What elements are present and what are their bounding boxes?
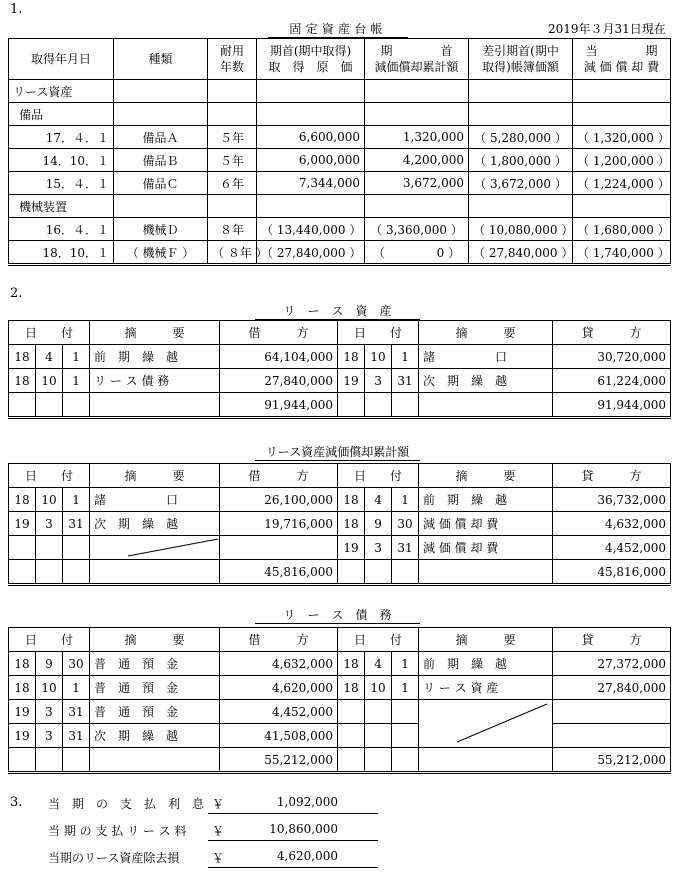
group-machinery: 機械装置 [9, 195, 114, 218]
header-kind: 種類 [114, 39, 208, 80]
col-date: 日 付 [9, 628, 90, 652]
total-debit: 91,944,000 [220, 393, 338, 418]
ledger-row: 18 9 30 普 通 預 金 4,632,000 18 4 1 前 期 繰 越 27,372,000 [9, 652, 671, 676]
col-desc: 摘 要 [90, 628, 220, 652]
asset-row: 18．10．１ （ 機械Ｆ ） （ ８年 ） （ 27,840,000 ） （ 0 ） （ 27,840,000 ） （ 1,740,000 ） [9, 241, 671, 265]
yen-sign: ￥ [212, 797, 225, 811]
ledger-title-lease-obligations: リ ー ス 債 務 [255, 606, 420, 624]
diagonal-line [90, 536, 220, 559]
col-desc: 摘 要 [90, 321, 220, 345]
header-current-dep: 当 期 減 価 償 却 費 [573, 39, 671, 80]
header-book-value: 差引期首(期中 取得)帳簿価額 [469, 39, 573, 80]
group-lease-assets: リース資産 [9, 80, 114, 103]
ledger-lease-assets [8, 320, 671, 419]
ledger-total-row [9, 560, 671, 585]
ledger-row: 19 3 31 次 期 繰 越 19,716,000 18 9 30 減 価 償 却 費 4,632,000 [9, 512, 671, 536]
ledger-total-row [9, 748, 671, 773]
asset-row: 15．４．１ 備品Ｃ ６年 7,344,000 3,672,000 （ 3,672,000 ） （ 1,224,000 ） [9, 172, 671, 195]
col-date: 日 付 [9, 464, 90, 488]
summary-line-lease-fee [208, 822, 378, 841]
total-credit: 45,816,000 [553, 560, 671, 585]
col-desc: 摘 要 [419, 628, 553, 652]
asset-row: 14．10．１ 備品Ｂ ５年 6,000,000 4,200,000 （ 1,800,000 ） （ 1,200,000 ） [9, 149, 671, 172]
col-debit: 借 方 [220, 628, 338, 652]
col-desc: 摘 要 [419, 464, 553, 488]
ledger-row: 18 10 1 リ ー ス 債 務 27,840,000 19 3 31 次 期 繰 越 61,224,000 [9, 369, 671, 393]
col-credit: 貸 方 [553, 321, 671, 345]
fixed-asset-table [8, 38, 671, 266]
summary-amount-interest: 1,092,000 [276, 795, 338, 809]
summary-line-interest [208, 795, 378, 814]
header-acq-date: 取得年月日 [9, 39, 114, 80]
col-date: 日 付 [9, 321, 90, 345]
yen-sign: ￥ [212, 851, 225, 865]
ledger-row: 18 4 1 前 期 繰 越 64,104,000 18 10 1 諸 口 30,720,000 [9, 345, 671, 369]
header-life: 耐用 年数 [208, 39, 257, 80]
ledger-title-lease-assets: リ ー ス 資 産 [255, 302, 420, 320]
summary-label-interest: 当 期 の 支 払 利 息 [48, 797, 205, 811]
col-debit: 借 方 [220, 464, 338, 488]
diagonal-strike [90, 536, 220, 560]
fixed-asset-ledger-title: 固定資産台帳 [268, 20, 408, 38]
ledger-row: 19 3 31 普 通 預 金 4,452,000 [9, 700, 671, 724]
col-debit: 借 方 [220, 321, 338, 345]
col-desc: 摘 要 [419, 321, 553, 345]
header-accum-dep: 期 首 減価償却累計額 [365, 39, 469, 80]
col-date: 日 付 [338, 464, 419, 488]
section1-number: 1. [10, 2, 23, 17]
ledger-lease-obligations [8, 627, 671, 774]
ledger-row: 19 3 31 減 価 償 却 費 4,452,000 [9, 536, 671, 560]
ledger-total-row [9, 393, 671, 418]
summary-amount-disposal-loss: 4,620,000 [276, 849, 338, 863]
ledger-row: 19 3 31 次 期 繰 越 41,508,000 [9, 724, 671, 748]
diagonal-line [419, 700, 553, 746]
total-debit: 45,816,000 [220, 560, 338, 585]
summary-label-disposal-loss: 当期のリース資産除去損 [48, 851, 180, 865]
ledger-row: 18 10 1 普 通 預 金 4,620,000 18 10 1 リ ー ス 資 産 27,840,000 [9, 676, 671, 700]
summary-amount-lease-fee: 10,860,000 [269, 822, 338, 836]
total-credit: 91,944,000 [553, 393, 671, 418]
ledger-row: 18 10 1 諸 口 26,100,000 18 4 1 前 期 繰 越 36,732,000 [9, 488, 671, 512]
ledger-accum-depreciation [8, 463, 671, 586]
summary-line-disposal-loss [208, 849, 378, 868]
col-date: 日 付 [338, 628, 419, 652]
asset-row: 17．４．１ 備品Ａ ５年 6,600,000 1,320,000 （ 5,280,000 ） （ 1,320,000 ） [9, 126, 671, 149]
section3-number: 3. [10, 795, 23, 810]
header-cost: 期首(期中取得) 取 得 原 価 [257, 39, 365, 80]
yen-sign: ￥ [212, 824, 225, 838]
col-date: 日 付 [338, 321, 419, 345]
total-credit: 55,212,000 [553, 748, 671, 773]
ledger-title-accum-depreciation: リース資産減価償却累計額 [255, 443, 420, 461]
group-equipment: 備品 [9, 103, 114, 126]
diagonal-strike [419, 700, 553, 748]
summary-label-lease-fee: 当 期 の 支 払 リ ー ス 料 [48, 824, 187, 838]
section2-number: 2. [10, 286, 23, 301]
col-credit: 貸 方 [553, 628, 671, 652]
as-of-date: 2019年３月31日現在 [548, 22, 666, 36]
col-credit: 貸 方 [553, 464, 671, 488]
asset-row: 16．４．１ 機械Ｄ ８年 （ 13,440,000 ） （ 3,360,000 ） （ 10,080,000 ） （ 1,680,000 ） [9, 218, 671, 241]
col-desc: 摘 要 [90, 464, 220, 488]
total-debit: 55,212,000 [220, 748, 338, 773]
